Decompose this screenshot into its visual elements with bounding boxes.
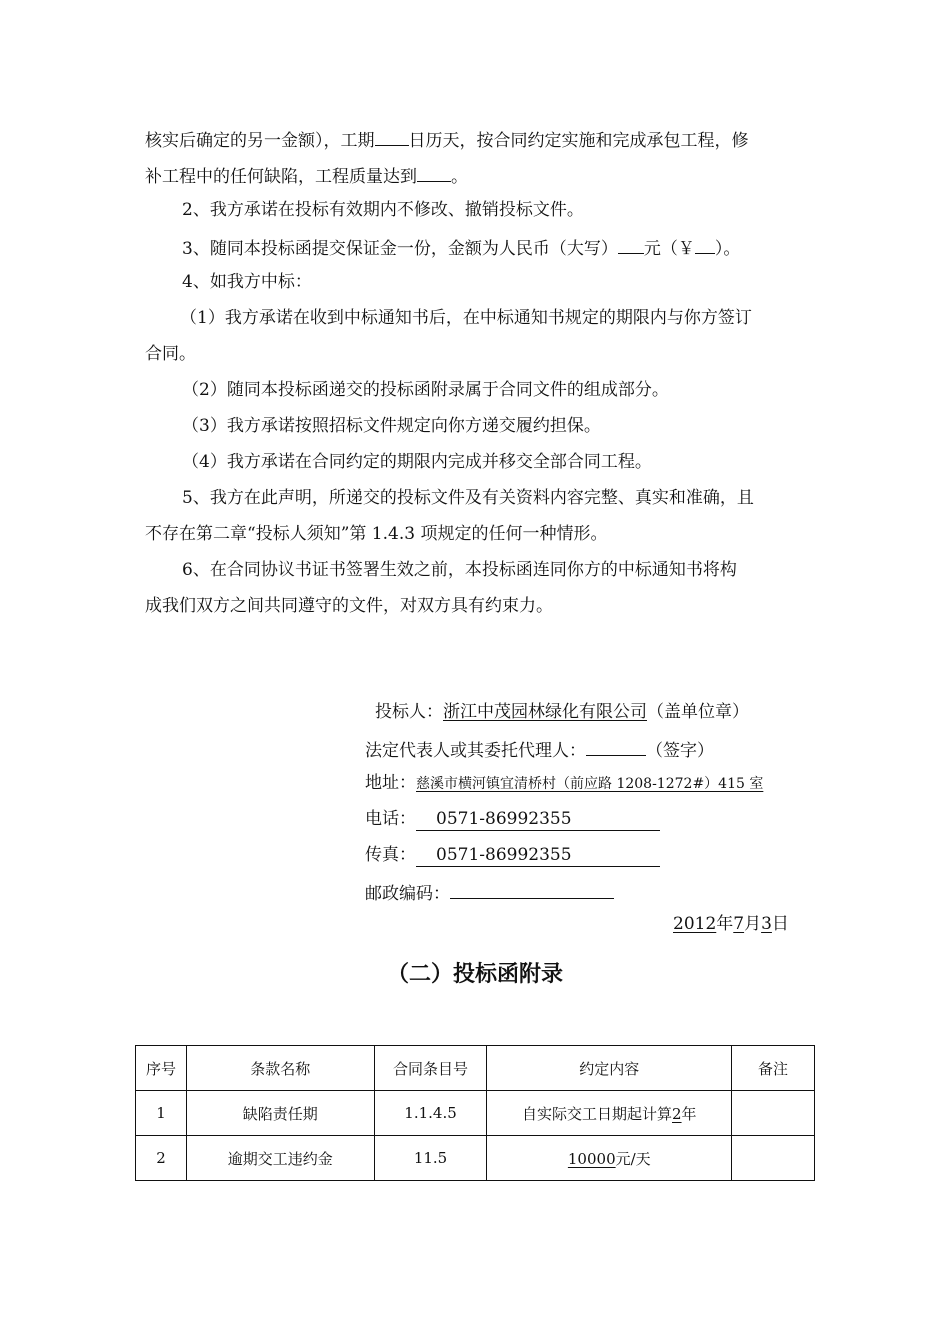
text: 。 [451, 167, 468, 187]
address-value: 慈溪市横河镇宜清桥村（前应路 1208-1272#）415 室 [416, 776, 764, 792]
text: ）。 [714, 239, 741, 259]
amount-words-blank [618, 235, 644, 254]
content-unit: 元/天 [615, 1149, 651, 1168]
row-note [732, 1091, 815, 1136]
bidder-line [375, 701, 749, 723]
header-clause-number: 合同条目号 [374, 1046, 487, 1091]
content-unit: 年 [681, 1104, 697, 1123]
bidder-label: 投标人： [375, 702, 443, 722]
appendix-title: （二）投标函附录 [386, 962, 563, 987]
appendix-table [135, 1045, 815, 1181]
row-name: 缺陷责任期 [186, 1091, 374, 1136]
row-note [732, 1136, 815, 1181]
content-value: 2 [672, 1104, 682, 1123]
fax-value: 0571-86992355 [416, 844, 660, 867]
text: 补工程中的任何缺陷，工程质量达到 [145, 167, 417, 187]
fax-label: 传真： [365, 845, 416, 865]
paragraph-3 [182, 235, 740, 260]
header-note: 备注 [732, 1046, 815, 1091]
table-row [136, 1091, 815, 1136]
representative-label: 法定代表人或其委托代理人： [365, 741, 586, 761]
row-no: 1 [136, 1091, 187, 1136]
content-value: 10000 [567, 1149, 616, 1168]
paragraph-1-line-2 [145, 163, 468, 188]
phone-label: 电话： [365, 809, 416, 829]
paragraph-4-4: （4）我方承诺在合同约定的期限内完成并移交全部合同工程。 [182, 452, 652, 472]
date-year: 2012 [673, 914, 717, 934]
amount-figure-blank [695, 235, 715, 254]
phone-line [365, 808, 660, 831]
duration-blank [375, 127, 409, 146]
fax-line [365, 844, 660, 867]
table-row [136, 1136, 815, 1181]
paragraph-5-line-1: 5、我方在此声明，所递交的投标文件及有关资料内容完整、真实和准确，且 [182, 488, 754, 508]
paragraph-5-line-2: 不存在第二章“投标人须知”第 1.4.3 项规定的任何一种情形。 [145, 524, 608, 544]
representative-sign-note: （签字） [646, 741, 714, 761]
date-month: 7 [733, 914, 745, 934]
row-name: 逾期交工违约金 [186, 1136, 374, 1181]
text: 元（￥ [643, 239, 695, 259]
table-header-row [136, 1046, 815, 1091]
paragraph-4-1-line-2: 合同。 [145, 344, 196, 364]
row-content [487, 1136, 732, 1181]
row-clause: 11.5 [374, 1136, 487, 1181]
date-day: 3 [761, 914, 772, 934]
date-line [673, 913, 789, 935]
paragraph-1-line-1 [145, 127, 749, 152]
postal-label: 邮政编码： [365, 884, 450, 904]
row-clause: 1.1.4.5 [374, 1091, 487, 1136]
row-content [487, 1091, 732, 1136]
quality-blank [417, 163, 451, 182]
date-year-suffix: 年 [716, 914, 734, 934]
paragraph-2: 2、我方承诺在投标有效期内不修改、撤销投标文件。 [182, 200, 584, 220]
address-line [365, 772, 763, 795]
text: 核实后确定的另一金额），工期 [145, 131, 375, 151]
date-day-suffix: 日 [771, 914, 789, 934]
bidder-seal-note: （盖单位章） [647, 702, 749, 722]
content-text: 自实际交工日期起计算 [521, 1104, 672, 1123]
row-no: 2 [136, 1136, 187, 1181]
postal-line [365, 880, 614, 905]
header-clause-name: 条款名称 [186, 1046, 374, 1091]
date-month-suffix: 月 [744, 914, 762, 934]
address-label: 地址： [365, 773, 416, 793]
paragraph-6-line-2: 成我们双方之间共同遵守的文件，对双方具有约束力。 [145, 596, 553, 616]
text: 3、随同本投标函提交保证金一份，金额为人民币（大写） [182, 239, 618, 259]
text: 日历天，按合同约定实施和完成承包工程，修 [408, 131, 749, 151]
bidder-name: 浙江中茂园林绿化有限公司 [443, 702, 647, 722]
header-no: 序号 [136, 1046, 187, 1091]
paragraph-4-3: （3）我方承诺按照招标文件规定向你方递交履约担保。 [182, 416, 601, 436]
header-content: 约定内容 [487, 1046, 732, 1091]
paragraph-4-1-line-1: （1）我方承诺在收到中标通知书后，在中标通知书规定的期限内与你方签订 [180, 308, 752, 328]
representative-line [365, 737, 714, 762]
phone-value: 0571-86992355 [416, 808, 660, 831]
paragraph-4-2: （2）随同本投标函递交的投标函附录属于合同文件的组成部分。 [182, 380, 669, 400]
representative-signature-blank [586, 737, 646, 756]
paragraph-6-line-1: 6、在合同协议书证书签署生效之前，本投标函连同你方的中标通知书将构 [182, 560, 737, 580]
postal-blank [450, 880, 614, 899]
paragraph-4: 4、如我方中标： [182, 272, 312, 292]
